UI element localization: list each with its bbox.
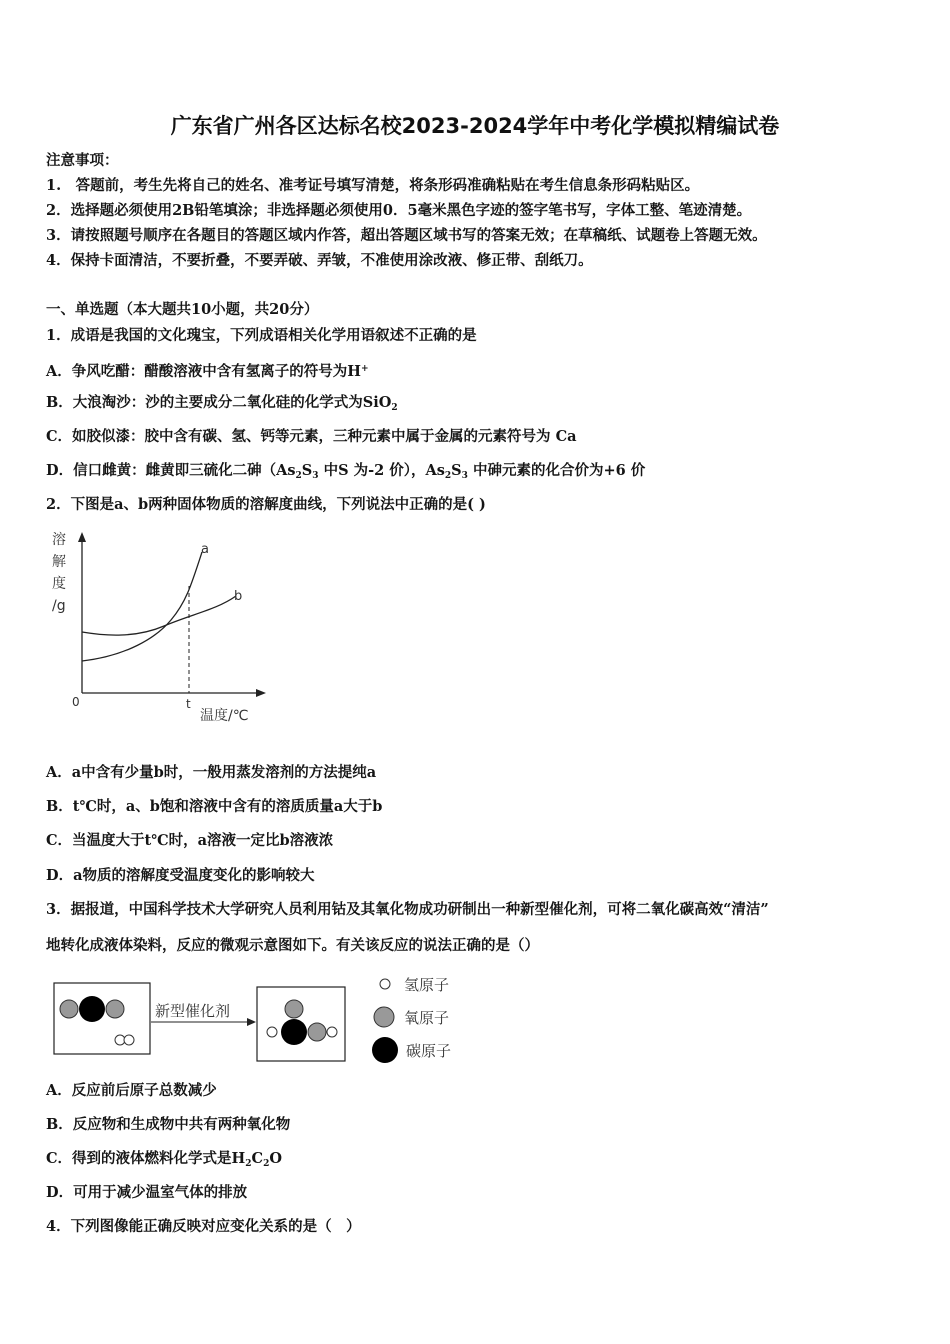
question-1-option-a[interactable]: [46, 359, 369, 382]
question-2-option-d[interactable]: D．a物质的溶解度受温度变化的影响较大: [46, 867, 315, 884]
legend-oxygen-icon: [374, 1007, 394, 1027]
section-heading: 一、单选题（本大题共10小题，共20分）: [46, 301, 319, 318]
carbon-atom-icon: [79, 996, 105, 1022]
curve-b-label: b: [234, 589, 243, 604]
hydrogen-atom-icon: [267, 1027, 277, 1037]
reaction-micro-diagram: [48, 970, 468, 1065]
notice-item-2: 2．选择题必须使用2B铅笔填涂；非选择题必须使用0．5毫米黑色字迹的签字笔书写，字体工整、笔迹清楚。: [46, 202, 752, 219]
notice-item-1: 1. 答题前，考生先将自己的姓名、准考证号填写清楚，将条形码准确粘贴在考生信息条形码粘贴区。: [46, 177, 700, 194]
option-text: O: [269, 1150, 282, 1167]
document-title: 广东省广州各区达标名校2023-2024学年中考化学模拟精编试卷: [170, 114, 780, 138]
subscript: 2: [295, 471, 302, 481]
legend-hydrogen-label: 氢原子: [404, 976, 450, 994]
x-axis-label: 温度/℃: [200, 708, 249, 724]
option-text: 中S 为-2 价），As: [318, 462, 445, 479]
oxygen-atom-icon: [60, 1000, 78, 1018]
y-label-4: /g: [52, 598, 66, 614]
question-1-option-b[interactable]: [46, 393, 398, 418]
notice-heading: 注意事项：: [46, 152, 119, 169]
subscript: 2: [245, 1159, 252, 1169]
subscript: 2: [391, 403, 398, 413]
hydrogen-atom-icon: [327, 1027, 337, 1037]
origin-label: 0: [72, 695, 80, 709]
curve-a-label: a: [201, 542, 209, 557]
y-axis-arrow-icon: [78, 532, 86, 542]
carbon-atom-icon: [281, 1019, 307, 1045]
y-label-1: 溶: [52, 532, 66, 548]
option-text: D．信口雌黄：雌黄即三硫化二砷（As: [46, 462, 296, 479]
subscript: 3: [461, 471, 468, 481]
curve-a: [82, 552, 202, 661]
legend-carbon-icon: [372, 1037, 398, 1063]
y-label-3: 度: [52, 576, 66, 592]
arrow-head-icon: [247, 1018, 256, 1026]
question-1-option-d[interactable]: [46, 461, 645, 486]
superscript: +: [360, 364, 369, 374]
option-text: B．大浪淘沙：沙的主要成分二氧化硅的化学式为SiO: [46, 394, 392, 411]
solubility-curve-chart: [46, 528, 276, 728]
curve-b: [82, 596, 236, 635]
diagram-svg: [48, 970, 468, 1065]
x-tick-t: t: [186, 697, 191, 711]
question-3-option-d[interactable]: D．可用于减少温室气体的排放: [46, 1184, 248, 1201]
oxygen-atom-icon: [106, 1000, 124, 1018]
y-label-2: 解: [52, 554, 66, 570]
chart-svg: [46, 528, 276, 728]
oxygen-atom-icon: [285, 1000, 303, 1018]
subscript: 2: [263, 1159, 270, 1169]
reactant-box: [54, 983, 150, 1054]
notice-item-3: 3．请按照题号顺序在各题目的答题区域内作答，超出答题区域书写的答案无效；在草稿纸、试题卷上答题无效。: [46, 227, 767, 244]
question-2-option-b[interactable]: B．t℃时，a、b饱和溶液中含有的溶质质量a大于b: [46, 798, 383, 815]
option-text: C．得到的液体燃料化学式是H: [46, 1150, 246, 1167]
subscript: 3: [312, 471, 319, 481]
subscript: 2: [444, 471, 452, 481]
question-3-option-a[interactable]: A．反应前后原子总数减少: [46, 1082, 217, 1099]
notice-item-4: 4．保持卡面清洁，不要折叠，不要弄破、弄皱，不准使用涂改液、修正带、刮纸刀。: [46, 252, 593, 269]
legend-oxygen-label: 氧原子: [404, 1009, 450, 1027]
question-1-option-c[interactable]: C．如胶似漆：胶中含有碳、氢、钙等元素，三种元素中属于金属的元素符号为 Ca: [46, 428, 577, 445]
option-text: 中砷元素的化合价为+6 价: [467, 462, 646, 479]
catalyst-label: 新型催化剂: [155, 1002, 231, 1020]
legend-carbon-label: 碳原子: [406, 1042, 452, 1060]
hydrogen-atom-icon: [124, 1035, 134, 1045]
question-1-stem: 1．成语是我国的文化瑰宝，下列成语相关化学用语叙述不正确的是: [46, 327, 477, 344]
question-3-stem-line-2: 地转化成液体染料，反应的微观示意图如下。有关该反应的说法正确的是（）: [46, 937, 539, 954]
option-text: S: [301, 462, 313, 479]
question-3-option-c[interactable]: [46, 1149, 282, 1174]
question-4-stem: 4．下列图像能正确反映对应变化关系的是（ ）: [46, 1218, 361, 1235]
oxygen-atom-icon: [308, 1023, 326, 1041]
question-2-stem: 2．下图是a、b两种固体物质的溶解度曲线，下列说法中正确的是( ): [46, 496, 486, 513]
question-3-option-b[interactable]: B．反应物和生成物中共有两种氧化物: [46, 1116, 291, 1133]
option-text: S: [451, 462, 462, 479]
legend-hydrogen-icon: [380, 979, 390, 989]
option-text: A．争风吃醋：醋酸溶液中含有氢离子的符号为H: [46, 363, 361, 380]
question-2-option-c[interactable]: C．当温度大于t℃时，a溶液一定比b溶液浓: [46, 832, 334, 849]
question-3-stem-line-1: 3．据报道，中国科学技术大学研究人员利用钴及其氧化物成功研制出一种新型催化剂，可将二氧化碳高效“清洁”: [46, 901, 769, 918]
x-axis-arrow-icon: [256, 689, 266, 697]
option-text: C: [251, 1150, 264, 1167]
question-2-option-a[interactable]: A．a中含有少量b时，一般用蒸发溶剂的方法提纯a: [46, 764, 377, 781]
